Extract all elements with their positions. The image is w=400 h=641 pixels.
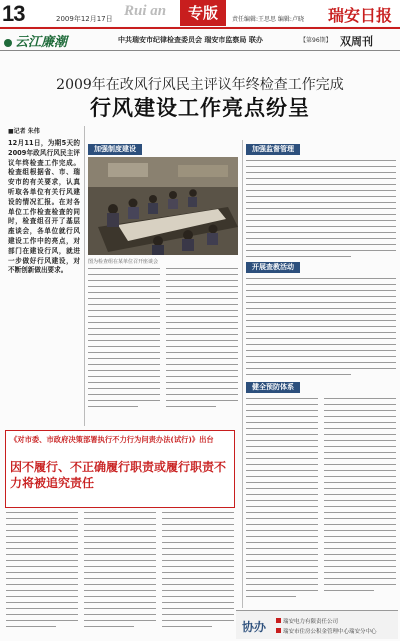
section-dot-icon bbox=[4, 39, 12, 47]
meeting-photo bbox=[88, 157, 238, 255]
subhead-prevention: 健全预防体系 bbox=[246, 382, 300, 393]
inner-article-box bbox=[5, 430, 235, 508]
page-number: 13 bbox=[2, 1, 25, 26]
inner-article-headline: 因不履行、不正确履行职责或履行职责不力将被追究责任 bbox=[10, 460, 227, 490]
body-text-prevention-col1 bbox=[246, 398, 318, 602]
bullet-icon bbox=[276, 618, 281, 623]
body-text-prevention-col2 bbox=[324, 398, 396, 596]
brand-wordmark: Rui an bbox=[124, 3, 167, 19]
byline: ■记者 朱伟 bbox=[8, 128, 40, 135]
subhead-openness: 开展查教活动 bbox=[246, 262, 300, 273]
sponsor-line-1 bbox=[276, 617, 338, 625]
sponsor-line-1-text: 瑞安电力有限责任公司 bbox=[283, 619, 339, 625]
section-divider bbox=[0, 50, 400, 51]
sponsor-line-2-text: 瑞安市住房公积金管理中心瑞安分中心 bbox=[283, 629, 377, 635]
issue-date: 2009年12月17日 bbox=[56, 15, 113, 23]
sponsor-ad bbox=[236, 610, 398, 639]
inner-body-col2 bbox=[84, 512, 156, 632]
body-text-supervision bbox=[246, 160, 396, 262]
body-text-col2 bbox=[166, 268, 238, 412]
sponsor-line-2 bbox=[276, 627, 377, 635]
section-title-text: 云江廉潮 bbox=[15, 35, 68, 50]
inner-body-col3 bbox=[162, 512, 234, 632]
section-title bbox=[4, 31, 67, 50]
frequency-label: 双周刊 bbox=[340, 35, 373, 48]
article-kicker: 2009年在改风行风民主评议年终检查工作完成 bbox=[56, 77, 344, 93]
inner-article-kicker: 《对市委、市政府决策部署执行不力行为问责办法(试行)》出台 bbox=[10, 435, 214, 444]
subhead-reform: 加强制度建设 bbox=[88, 144, 142, 155]
masthead bbox=[0, 0, 400, 26]
masthead-divider bbox=[0, 27, 400, 29]
column-rule-right bbox=[242, 140, 243, 608]
bullet-icon bbox=[276, 628, 281, 633]
sponsor-label: 协办 bbox=[242, 620, 267, 634]
meeting-photo-image bbox=[88, 157, 238, 255]
section-subtitle: 中共瑞安市纪律检查委员会 瑞安市监察局 联办 bbox=[118, 36, 263, 44]
inner-body-col1 bbox=[6, 512, 78, 632]
editors-credit: 责任编辑:王思思 编辑:卢晓 bbox=[232, 16, 304, 23]
article-headline: 行风建设工作亮点纷呈 bbox=[90, 96, 310, 120]
newspaper-name: 瑞安日报 bbox=[328, 6, 393, 25]
subhead-supervision: 加强监督管理 bbox=[246, 144, 300, 155]
lead-column bbox=[8, 126, 80, 276]
lead-paragraph: 12月11日，为期5天的2009年政风行风民主评议年终检查工作完成。检查组根据省、市、瑞安市的有关要求，认真听取各单位有关行风建设的情况汇报。在对各单位工作检查检查的同时，检查组召开了基层座谈会，各单位就行风建设工作中的亮点，对部门在建设行风，就进一步做好行风建设，对不断创新做出要求。 bbox=[8, 139, 80, 275]
column-rule bbox=[84, 126, 85, 426]
body-text-col1 bbox=[88, 268, 160, 412]
section-band bbox=[0, 31, 400, 49]
body-text-openness bbox=[246, 278, 396, 380]
photo-caption: 图为检查组在某单位召开座谈会 bbox=[88, 259, 159, 265]
issue-number: 【第96期】 bbox=[300, 37, 332, 44]
section-tab: 专版 bbox=[180, 0, 226, 26]
